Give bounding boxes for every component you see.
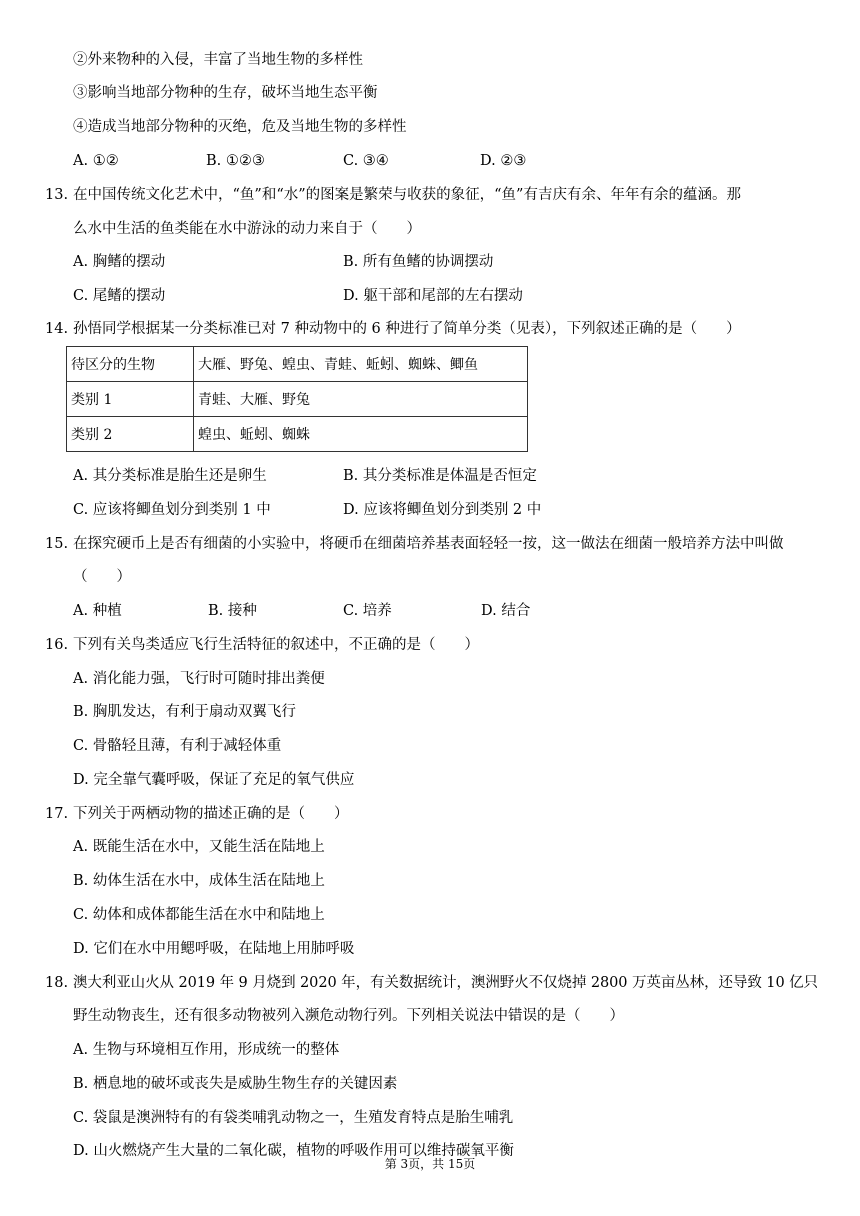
- q15-option-d: D. 结合: [481, 603, 531, 619]
- q15-option-b: B. 接种: [208, 603, 257, 619]
- q18-option-b: B. 栖息地的破坏或丧失是威胁生物生存的关键因素: [73, 1076, 398, 1092]
- table-row: [67, 382, 528, 417]
- q14-option-d: D. 应该将鲫鱼划分到类别 2 中: [343, 502, 542, 518]
- q18-option-c: C. 袋鼠是澳洲特有的有袋类哺乳动物之一，生殖发育特点是胎生哺乳: [73, 1110, 514, 1126]
- q16-stem-line-1: 下列有关鸟类适应飞行生活特征的叙述中，不正确的是（ ）: [73, 637, 479, 653]
- q14-stem-line-1: 孙悟同学根据某一分类标准已对 7 种动物中的 6 种进行了简单分类（见表），下列叙述正确的是（ ）: [73, 321, 741, 337]
- q18-stem-line-2: 野生动物丧生，还有很多动物被列入濒危动物行列。下列相关说法中错误的是（ ）: [73, 1008, 624, 1024]
- q17-stem-line-1: 下列关于两栖动物的描述正确的是（ ）: [73, 806, 349, 822]
- q17-option-d: D. 它们在水中用鳃呼吸，在陆地上用肺呼吸: [73, 941, 355, 957]
- q15-number: 15.: [45, 536, 69, 552]
- q16-option-d: D. 完全靠气囊呼吸，保证了充足的氧气供应: [73, 772, 355, 788]
- q14-option-c: C. 应该将鲫鱼划分到类别 1 中: [73, 502, 271, 518]
- q18-option-a: A. 生物与环境相互作用，形成统一的整体: [73, 1042, 340, 1058]
- q12-option-c: C. ③④: [343, 153, 389, 169]
- classification-table: [66, 346, 528, 452]
- q17-option-a: A. 既能生活在水中，又能生活在陆地上: [73, 839, 325, 855]
- q14-option-b: B. 其分类标准是体温是否恒定: [343, 468, 537, 484]
- table-cell: 待区分的生物: [67, 347, 194, 382]
- page-footer: 第 3页，共 15页: [384, 1157, 476, 1171]
- q13-stem-line-1: 在中国传统文化艺术中，“鱼”和“水”的图案是繁荣与收获的象征，“鱼”有吉庆有余、年年有余的蕴涵。那: [73, 187, 741, 203]
- q16-option-b: B. 胸肌发达，有利于扇动双翼飞行: [73, 704, 296, 720]
- q13-option-b: B. 所有鱼鳍的协调摆动: [343, 254, 494, 270]
- q12-option-a: A. ①②: [73, 153, 119, 169]
- table-cell: 蝗虫、蚯蚓、蜘蛛: [194, 417, 528, 452]
- table-row: [67, 347, 528, 382]
- q16-option-c: C. 骨骼轻且薄，有利于减轻体重: [73, 738, 282, 754]
- q15-option-a: A. 种植: [73, 603, 122, 619]
- q16-number: 16.: [45, 637, 69, 653]
- q12-option-d: D. ②③: [480, 153, 527, 169]
- table-row: [67, 417, 528, 452]
- q18-stem-line-1: 澳大利亚山火从 2019 年 9 月烧到 2020 年，有关数据统计，澳洲野火不仅烧掉 2800 万英亩丛林，还导致 10 亿只: [73, 975, 818, 991]
- q13-option-a: A. 胸鳍的摆动: [73, 254, 166, 270]
- q18-number: 18.: [45, 975, 69, 991]
- q14-number: 14.: [45, 321, 69, 337]
- table-cell: 青蛙、大雁、野兔: [194, 382, 528, 417]
- q12-option-b: B. ①②③: [206, 153, 265, 169]
- q17-option-c: C. 幼体和成体都能生活在水中和陆地上: [73, 907, 325, 923]
- table-cell: 类别 1: [67, 382, 194, 417]
- q13-option-c: C. 尾鳍的摆动: [73, 288, 166, 304]
- q17-number: 17.: [45, 806, 69, 822]
- q14-option-a: A. 其分类标准是胎生还是卵生: [73, 468, 267, 484]
- q13-number: 13.: [45, 187, 69, 203]
- q17-option-b: B. 幼体生活在水中，成体生活在陆地上: [73, 873, 325, 889]
- table-cell: 大雁、野兔、蝗虫、青蛙、蚯蚓、蜘蛛、鲫鱼: [194, 347, 528, 382]
- q15-option-c: C. 培养: [343, 603, 392, 619]
- q12-statement-2: ②外来物种的入侵，丰富了当地生物的多样性: [73, 52, 363, 68]
- q13-option-d: D. 躯干部和尾部的左右摆动: [343, 288, 523, 304]
- q15-stem-line-1: 在探究硬币上是否有细菌的小实验中，将硬币在细菌培养基表面轻轻一按，这一做法在细菌一般培养方法中叫做: [73, 536, 784, 552]
- q12-statement-3: ③影响当地部分物种的生存，破坏当地生态平衡: [73, 85, 378, 101]
- q16-option-a: A. 消化能力强，飞行时可随时排出粪便: [73, 671, 325, 687]
- q12-statement-4: ④造成当地部分物种的灭绝，危及当地生物的多样性: [73, 119, 407, 135]
- table-cell: 类别 2: [67, 417, 194, 452]
- q18-option-d: D. 山火燃烧产生大量的二氧化碳，植物的呼吸作用可以维持碳氧平衡: [73, 1143, 514, 1159]
- q13-stem-line-2: 么水中生活的鱼类能在水中游泳的动力来自于（ ）: [73, 221, 421, 237]
- q15-stem-line-2: （ ）: [73, 569, 131, 585]
